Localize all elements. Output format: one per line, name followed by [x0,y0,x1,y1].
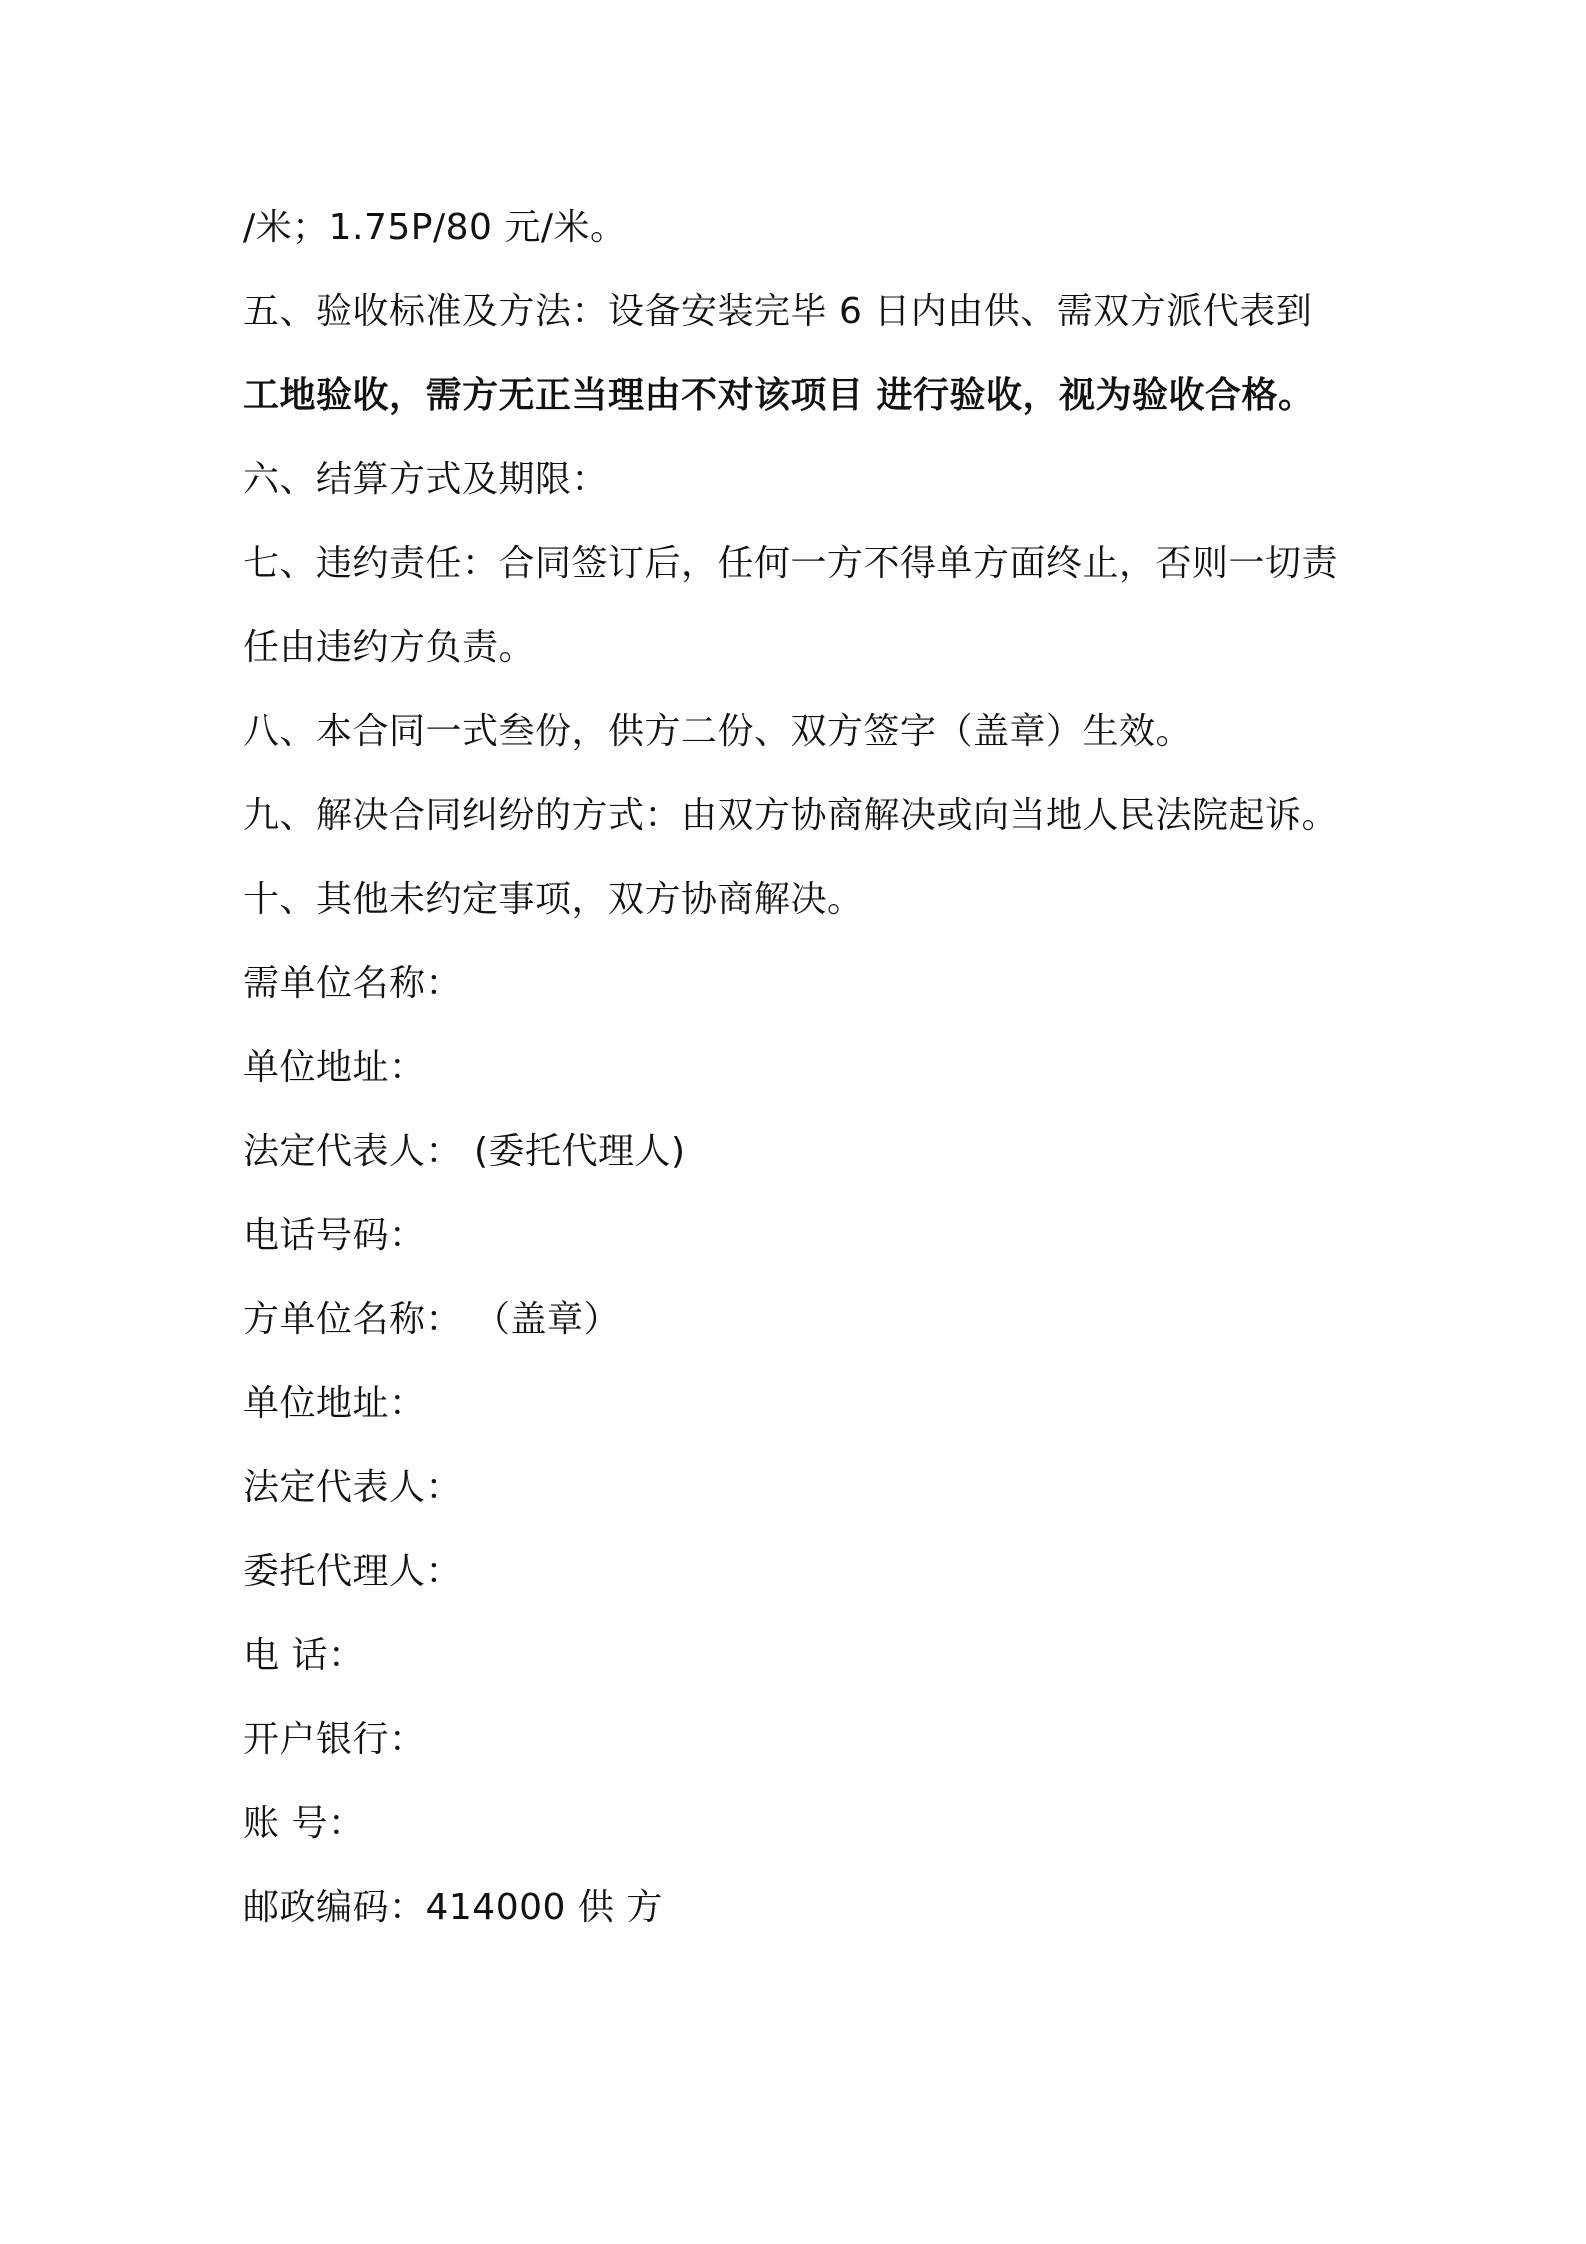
postal-code-field: 邮政编码：414000 供 方 [243,1887,663,1928]
clause-6: 六、结算方式及期限： [243,459,609,500]
buyer-representative-field: 法定代表人： (委托代理人) [243,1131,686,1172]
clause-8: 八、本合同一式叁份，供方二份、双方签字（盖章）生效。 [243,711,1193,752]
clause-7-line-1: 七、违约责任：合同签订后，任何一方不得单方面终止，否则一切责 [243,543,1339,584]
clause-9: 九、解决合同纠纷的方式：由双方协商解决或向当地人民法院起诉。 [243,795,1339,836]
clause-7-line-2: 任由违约方负责。 [243,627,536,668]
clause-10: 十、其他未约定事项，双方协商解决。 [243,879,864,920]
supplier-phone-field: 电 话： [243,1635,365,1676]
price-line: /米；1.75P/80 元/米。 [243,207,627,248]
supplier-name-field: 方单位名称： （盖章） [243,1299,620,1340]
clause-5-line-1: 五、验收标准及方法：设备安装完毕 6 日内由供、需双方派代表到 [243,291,1313,332]
supplier-representative-field: 法定代表人： [243,1467,463,1508]
buyer-phone-field: 电话号码： [243,1215,426,1256]
supplier-agent-field: 委托代理人： [243,1551,463,1592]
account-field: 账 号： [243,1803,365,1844]
supplier-address-field: 单位地址： [243,1383,426,1424]
bank-field: 开户银行： [243,1719,426,1760]
buyer-address-field: 单位地址： [243,1047,426,1088]
clause-5-line-2: 工地验收，需方无正当理由不对该项目 进行验收，视为验收合格。 [243,375,1315,416]
buyer-name-field: 需单位名称： [243,963,463,1004]
